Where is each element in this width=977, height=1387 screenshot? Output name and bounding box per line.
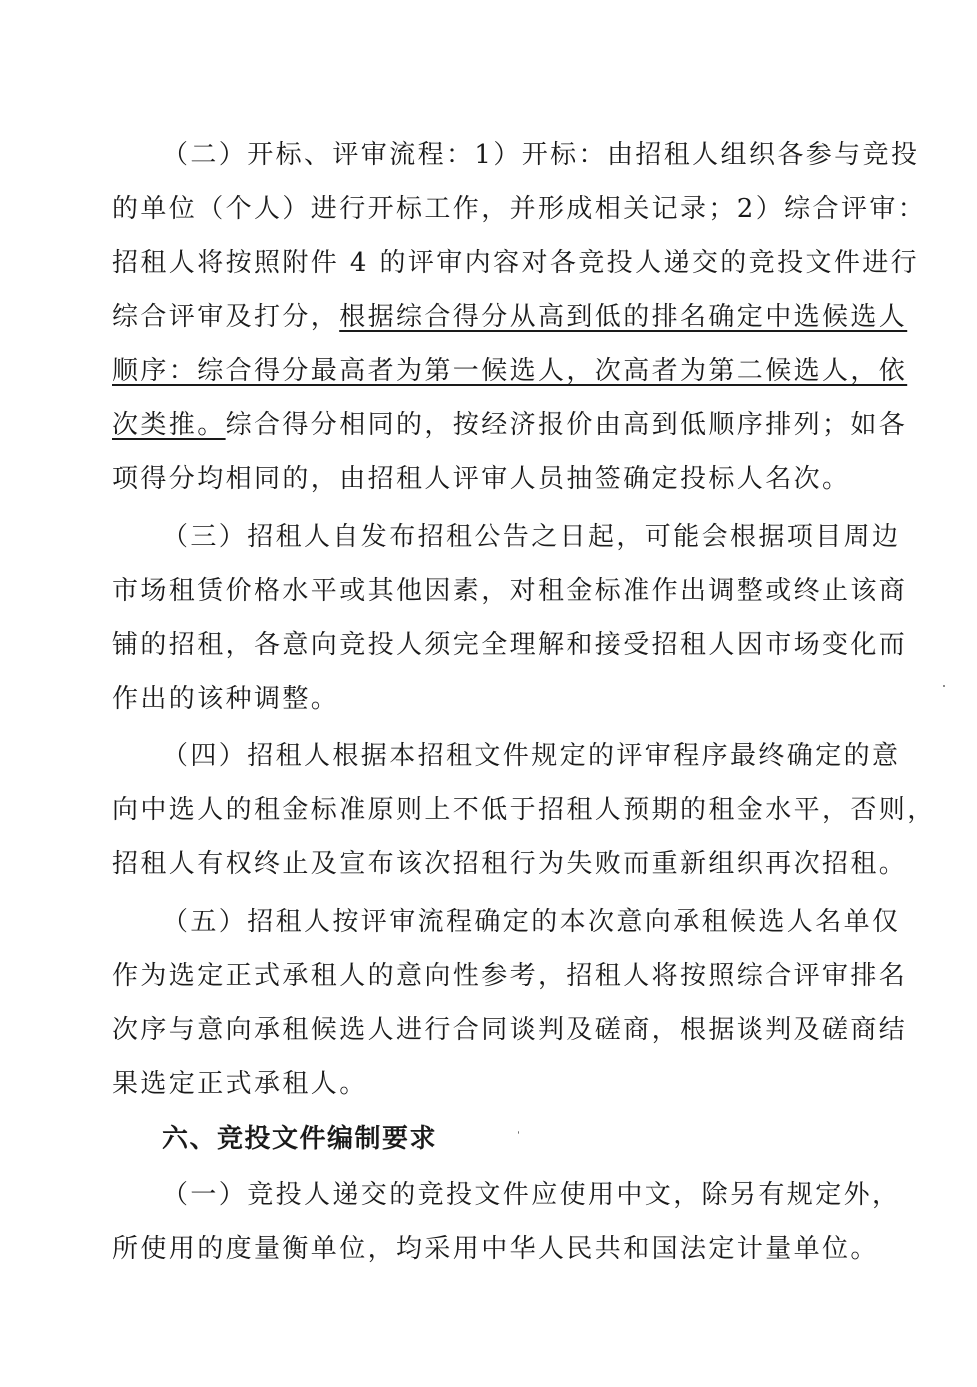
underlined-ranking-order: 顺序：综合得分最高者为第一候选人，次高者为第二候选人，依 <box>112 356 908 386</box>
section-6-paragraph-1-line-2: 所使用的度量衡单位，均采用中华人民共和国法定计量单位。 <box>112 1234 879 1264</box>
paragraph-2-line-6-text: 综合得分相同的，按经济报价由高到低顺序排列；如各 <box>225 410 908 440</box>
paragraph-2-line-3: 招租人将按照附件 4 的评审内容对各竞投人递交的竞投文件进行 <box>112 248 920 278</box>
section-6-paragraph-1-line-1: （一）竞投人递交的竞投文件应使用中文，除另有规定外， <box>162 1180 901 1210</box>
underlined-ranking-end: 次类推。 <box>112 410 226 440</box>
paragraph-4-line-1: （四）招租人根据本招租文件规定的评审程序最终确定的意 <box>162 741 901 771</box>
paragraph-5-line-1: （五）招租人按评审流程确定的本次意向承租候选人名单仅 <box>162 907 901 937</box>
scan-speck <box>518 1131 519 1134</box>
paragraph-3-line-1: （三）招租人自发布招租公告之日起，可能会根据项目周边 <box>162 522 901 552</box>
paragraph-4-line-2: 向中选人的租金标准原则上不低于招租人预期的租金水平，否则， <box>112 795 936 825</box>
paragraph-3-line-2: 市场租赁价格水平或其他因素，对租金标准作出调整或终止该商 <box>112 576 908 606</box>
paragraph-2-line-7: 项得分均相同的，由招租人评审人员抽签确定投标人名次。 <box>112 464 851 494</box>
paragraph-3-line-4: 作出的该种调整。 <box>112 684 340 714</box>
paragraph-2-line-1: （二）开标、评审流程：1）开标：由招租人组织各参与竞投 <box>162 140 920 170</box>
paragraph-5-line-2: 作为选定正式承租人的意向性参考，招租人将按照综合评审排名 <box>112 961 908 991</box>
paragraph-2-line-2: 的单位（个人）进行开标工作，并形成相关记录；2）综合评审： <box>112 194 927 224</box>
scan-speck <box>943 685 945 687</box>
paragraph-2-line-6 <box>112 398 908 452</box>
underlined-ranking-rule: 根据综合得分从高到低的排名确定中选候选人 <box>339 302 908 332</box>
paragraph-4-line-3: 招租人有权终止及宣布该次招租行为失败而重新组织再次招租。 <box>112 849 908 879</box>
paragraph-5-line-3: 次序与意向承租候选人进行合同谈判及磋商，根据谈判及磋商结 <box>112 1015 908 1045</box>
paragraph-5-line-4: 果选定正式承租人。 <box>112 1069 368 1099</box>
paragraph-2-line-4-text: 综合评审及打分， <box>112 302 340 332</box>
section-6-heading: 六、竞投文件编制要求 <box>162 1124 438 1154</box>
paragraph-2-line-4 <box>112 290 908 344</box>
paragraph-3-line-3: 铺的招租，各意向竞投人须完全理解和接受招租人因市场变化而 <box>112 630 908 660</box>
